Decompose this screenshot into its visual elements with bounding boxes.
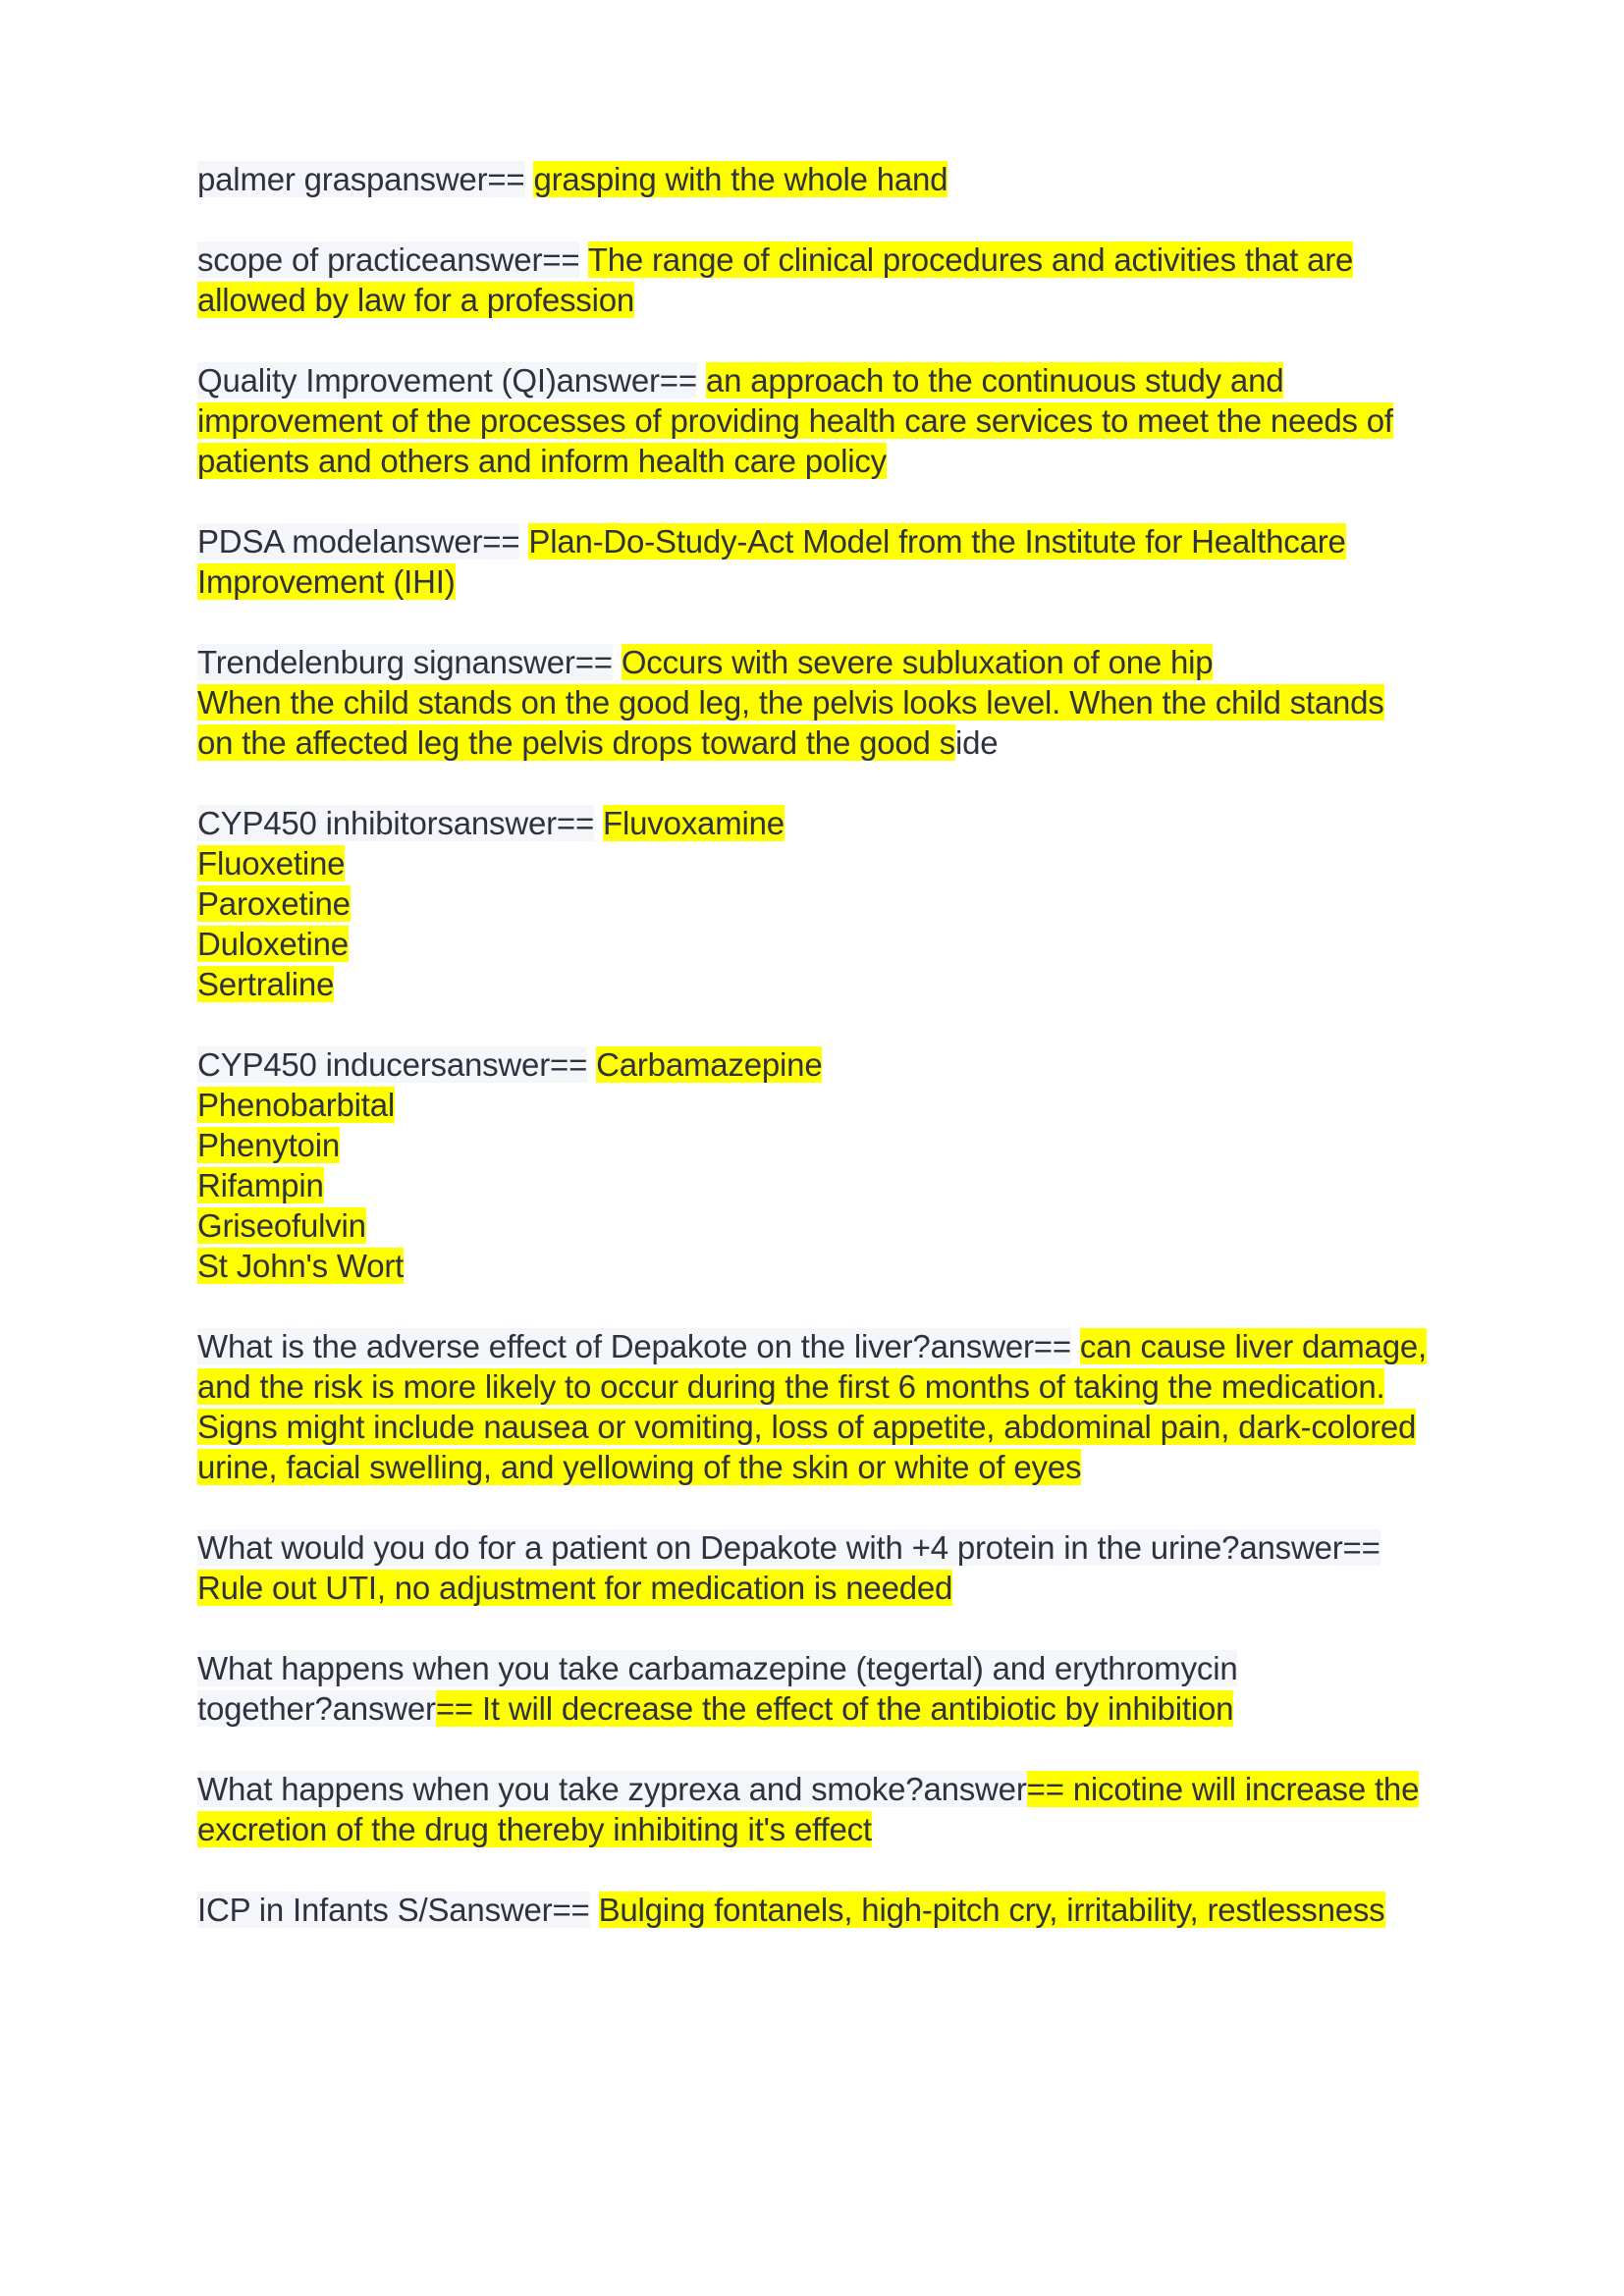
answer-text: patients and others and inform health care policy [197, 443, 887, 479]
answer-list-item: Sertraline [197, 966, 335, 1002]
answer-text: Signs might include nausea or vomiting, loss of appetite, abdominal pain, dark-colored [197, 1409, 1417, 1445]
answer-text: improvement of the processes of providing health care services to meet the needs of [197, 402, 1393, 439]
answer-text: Rule out UTI, no adjustment for medication is needed [197, 1570, 953, 1606]
answer-text: urine, facial swelling, and yellowing of the skin or white of eyes [197, 1449, 1082, 1485]
flashcard-pdsa-model [197, 521, 1474, 602]
question-text: What happens when you take carbamazepine (tegertal) and erythromycin [197, 1650, 1238, 1686]
document-page [197, 159, 1474, 1970]
answer-text: allowed by law for a profession [197, 282, 635, 318]
answer-text: excretion of the drug thereby inhibiting it's effect [197, 1811, 872, 1847]
answer-list-item: Phenytoin [197, 1127, 340, 1163]
answer-text: The range of clinical procedures and activities that are [587, 241, 1354, 278]
question-text: scope of practiceanswer== [197, 241, 580, 278]
question-text: CYP450 inhibitorsanswer== [197, 805, 595, 841]
answer-text-unhighlighted: ide [954, 724, 999, 761]
answer-text: on the affected leg the pelvis drops toward the good s [197, 724, 955, 761]
answer-text: == It will decrease the effect of the antibiotic by inhibition [435, 1690, 1234, 1727]
answer-text: == nicotine will increase the [1026, 1771, 1420, 1807]
flashcard-depakote-liver [197, 1326, 1474, 1487]
answer-text: and the risk is more likely to occur during the first 6 months of taking the medication. [197, 1368, 1385, 1405]
question-text: What happens when you take zyprexa and smoke?answer [197, 1771, 1027, 1807]
answer-text: Improvement (IHI) [197, 563, 456, 600]
answer-text: can cause liver damage, [1079, 1328, 1427, 1364]
flashcard-cyp450-inhibitors [197, 803, 1474, 1004]
flashcard-depakote-protein-urine [197, 1527, 1474, 1608]
flashcard-trendelenburg-sign [197, 642, 1474, 763]
question-text: What would you do for a patient on Depakote with +4 protein in the urine?answer== [197, 1529, 1380, 1566]
answer-list-item: Rifampin [197, 1167, 324, 1203]
flashcard-cyp450-inducers [197, 1044, 1474, 1286]
answer-list-item: Griseofulvin [197, 1207, 366, 1244]
answer-list-item: Paroxetine [197, 885, 351, 922]
question-text: Trendelenburg signanswer== [197, 644, 613, 680]
answer-text: Fluvoxamine [603, 805, 785, 841]
answer-list-item: Fluoxetine [197, 845, 346, 881]
question-text: PDSA modelanswer== [197, 523, 520, 560]
answer-text: When the child stands on the good leg, the pelvis looks level. When the child stands [197, 684, 1384, 721]
flashcard-carbamazepine-erythromycin [197, 1648, 1474, 1729]
answer-text: Occurs with severe subluxation of one hip [621, 644, 1214, 680]
answer-text: Bulging fontanels, high-pitch cry, irritability, restlessness [598, 1892, 1385, 1928]
question-text: ICP in Infants S/Sanswer== [197, 1892, 590, 1928]
answer-list-item: Duloxetine [197, 926, 349, 962]
answer-text: Carbamazepine [596, 1046, 823, 1083]
question-text: What is the adverse effect of Depakote on the liver?answer== [197, 1328, 1071, 1364]
answer-text: grasping with the whole hand [533, 161, 948, 197]
flashcard-scope-of-practice [197, 240, 1474, 320]
answer-text: Plan-Do-Study-Act Model from the Institute for Healthcare [528, 523, 1346, 560]
answer-text: an approach to the continuous study and [705, 362, 1284, 399]
question-text: palmer graspanswer== [197, 161, 525, 197]
question-text: Quality Improvement (QI)answer== [197, 362, 697, 399]
flashcard-quality-improvement [197, 360, 1474, 481]
answer-list-item: St John's Wort [197, 1248, 405, 1284]
flashcard-zyprexa-smoke [197, 1769, 1474, 1849]
flashcard-icp-infants [197, 1890, 1474, 1930]
question-text: CYP450 inducersanswer== [197, 1046, 588, 1083]
answer-list-item: Phenobarbital [197, 1087, 396, 1123]
flashcard-palmer-grasp [197, 159, 1474, 199]
question-text: together?answer [197, 1690, 436, 1727]
